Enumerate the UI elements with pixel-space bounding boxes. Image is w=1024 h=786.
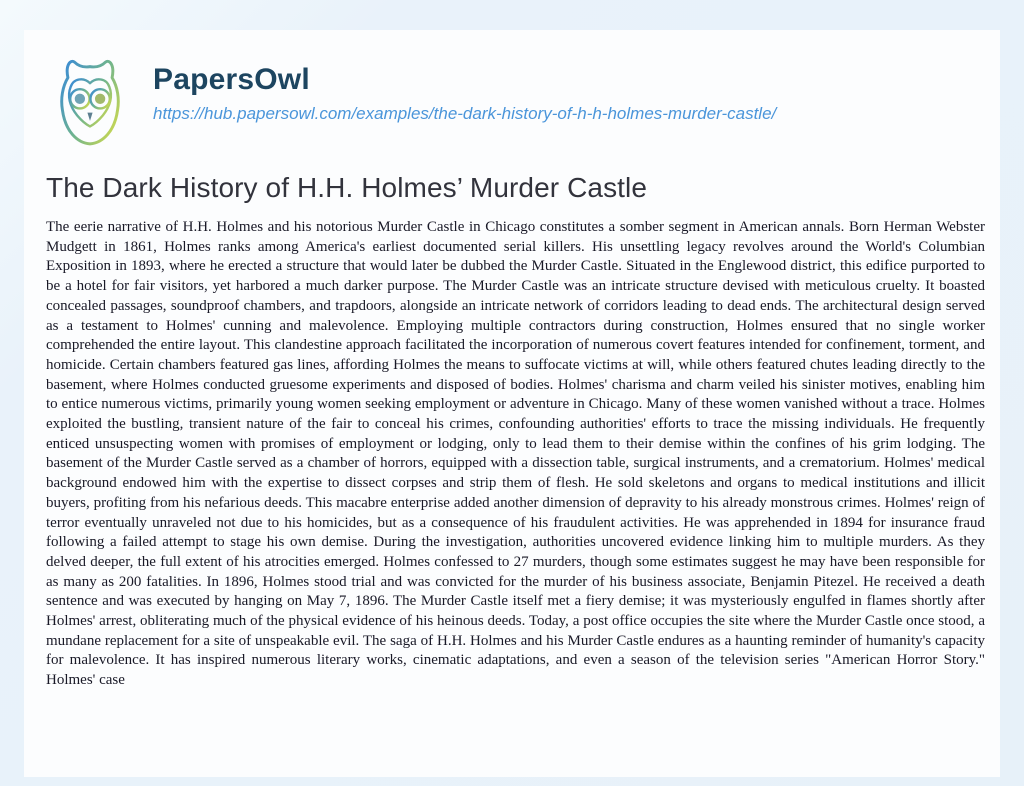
site-header xyxy=(24,30,1000,151)
page-title: The Dark History of H.H. Holmes’ Murder Castle xyxy=(46,172,648,203)
article-body: The eerie narrative of H.H. Holmes and his notorious Murder Castle in Chicago constitutes a somber segment in American annals. Born Herman Webster Mudgett in 1861, Holmes ranks among America's earliest documented serial killers. His unsettling legacy revolves around the World's Columbian Exposition in 1893, where he erected a structure that would later be dubbed the Murder Castle. Situated in the Englewood district, this edifice purported to be a hotel for fair visitors, yet harbored a much darker purpose. The Murder Castle was an intricate structure devised with meticulous cruelty. It boasted concealed passages, soundproof chambers, and trapdoors, alongside an intricate network of corridors leading to dead ends. The architectural design served as a testament to Holmes' cunning and malevolence. Employing multiple contractors during construction, Holmes ensured that no single worker comprehended the entire layout. This clandestine approach facilitated the incorporation of numerous covert features intended for confinement, torment, and homicide. Certain chambers featured gas lines, affording Holmes the means to suffocate victims at will, while others featured chutes leading directly to the basement, where Holmes conducted gruesome experiments and disposed of bodies. Holmes' charisma and charm veiled his sinister motives, enabling him to entice numerous victims, primarily young women seeking employment or adventure in Chicago. Many of these women vanished without a trace. Holmes exploited the bustling, transient nature of the fair to conceal his crimes, confounding authorities' efforts to trace the missing individuals. He frequently enticed unsuspecting women with promises of employment or lodging, only to lead them to their demise within the confines of his grim lodging. The basement of the Murder Castle served as a chamber of horrors, equipped with a dissection table, surgical instruments, and a crematorium. Holmes' medical background endowed him with the expertise to dissect corpses and strip them of flesh. He sold skeletons and organs to medical institutions and illicit buyers, profiting from his nefarious deeds. This macabre enterprise added another dimension of depravity to his already monstrous crimes. Holmes' reign of terror eventually unraveled not due to his homicides, but as a consequence of his fraudulent activities. He was apprehended in 1894 for insurance fraud following a failed attempt to stage his own demise. During the investigation, authorities uncovered evidence linking him to multiple murders. As they delved deeper, the full extent of his atrocities emerged. Holmes confessed to 27 murders, though some estimates suggest he may have been responsible for as many as 200 fatalities. In 1896, Holmes stood trial and was convicted for the murder of his business associate, Benjamin Pitezel. He received a death sentence and was executed by hanging on May 7, 1896. The Murder Castle itself met a fiery demise; it was mysteriously engulfed in flames shortly after Holmes' arrest, obliterating much of the physical evidence of his heinous deeds. Today, a post office occupies the site where the Murder Castle once stood, a mundane replacement for a site of unspeakable evil. The saga of H.H. Holmes and his Murder Castle endures as a haunting reminder of humanity's capacity for malevolence. It has inspired numerous literary works, cinematic adaptations, and even a season of the television series "American Horror Story." Holmes' case xyxy=(46,219,985,689)
source-url-link[interactable]: https://hub.papersowl.com/examples/the-dark-history-of-h-h-holmes-murder-castle/ xyxy=(153,104,777,123)
content-card xyxy=(24,30,1000,777)
owl-logo-icon xyxy=(44,54,136,151)
brand-name: PapersOwl xyxy=(153,63,310,96)
header-text xyxy=(153,54,776,124)
